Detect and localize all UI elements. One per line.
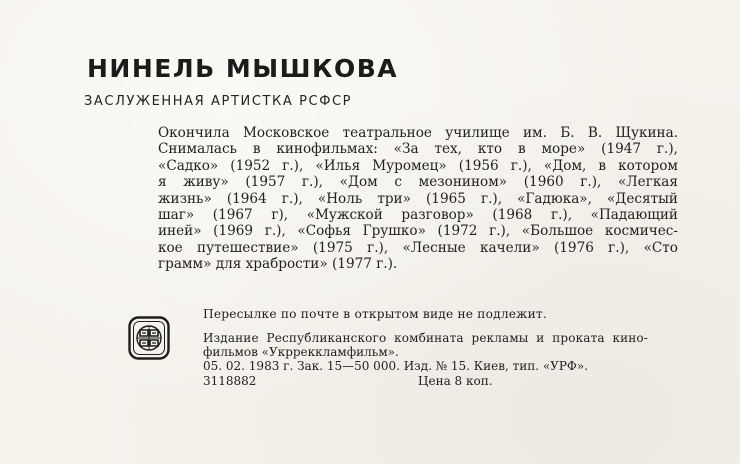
bio-line: я живу» (1957 г.), «Дом с мезонином» (1960 г.), «Легкая bbox=[158, 174, 678, 191]
print-info: 05. 02. 1983 г. Зак. 15—50 000. Изд. № 15. Киев, тип. «УРФ». bbox=[203, 359, 589, 374]
imprint bbox=[203, 331, 648, 388]
bio-line: Окончила Московское театральное училище им. Б. В. Щукина. bbox=[158, 125, 678, 141]
actor-name: НИНЕЛЬ МЫШКОВА bbox=[87, 54, 399, 83]
price: Цена 8 коп. bbox=[418, 373, 493, 388]
code-price-row bbox=[203, 374, 648, 388]
biography bbox=[158, 125, 678, 273]
bio-line: шаг» (1967 г), «Мужской разговор» (1968 г.), «Падающий bbox=[158, 207, 678, 224]
actor-title: ЗАСЛУЖЕННАЯ АРТИСТКА РСФСР bbox=[84, 94, 353, 109]
publisher-line: Издание Республиканского комбината рекламы и проката кино- bbox=[203, 331, 648, 345]
bio-line: грамм» для храбрости» (1977 г.). bbox=[158, 256, 398, 273]
bio-line: Снималась в кинофильмах: «За тех, кто в море» (1947 г.), bbox=[158, 141, 678, 158]
film-emblem-icon bbox=[128, 316, 170, 360]
mailing-notice: Пересылке по почте в открытом виде не подлежит. bbox=[203, 307, 547, 321]
bio-line: кое путешествие» (1975 г.), «Лесные качели» (1976 г.), «Сто bbox=[158, 239, 678, 256]
bio-line: иней» (1969 г.), «Софья Грушко» (1972 г.), «Большое космичес- bbox=[158, 223, 678, 240]
publisher-line: фильмов «Укрреккламфильм». bbox=[203, 345, 399, 360]
bio-line: жизнь» (1964 г.), «Ноль три» (1965 г.), «Гадюка», «Десятый bbox=[158, 190, 678, 207]
bio-line: «Садко» (1952 г.), «Илья Муромец» (1956 г.), «Дом, в котором bbox=[158, 157, 678, 174]
catalog-code: 3118882 bbox=[203, 373, 257, 388]
